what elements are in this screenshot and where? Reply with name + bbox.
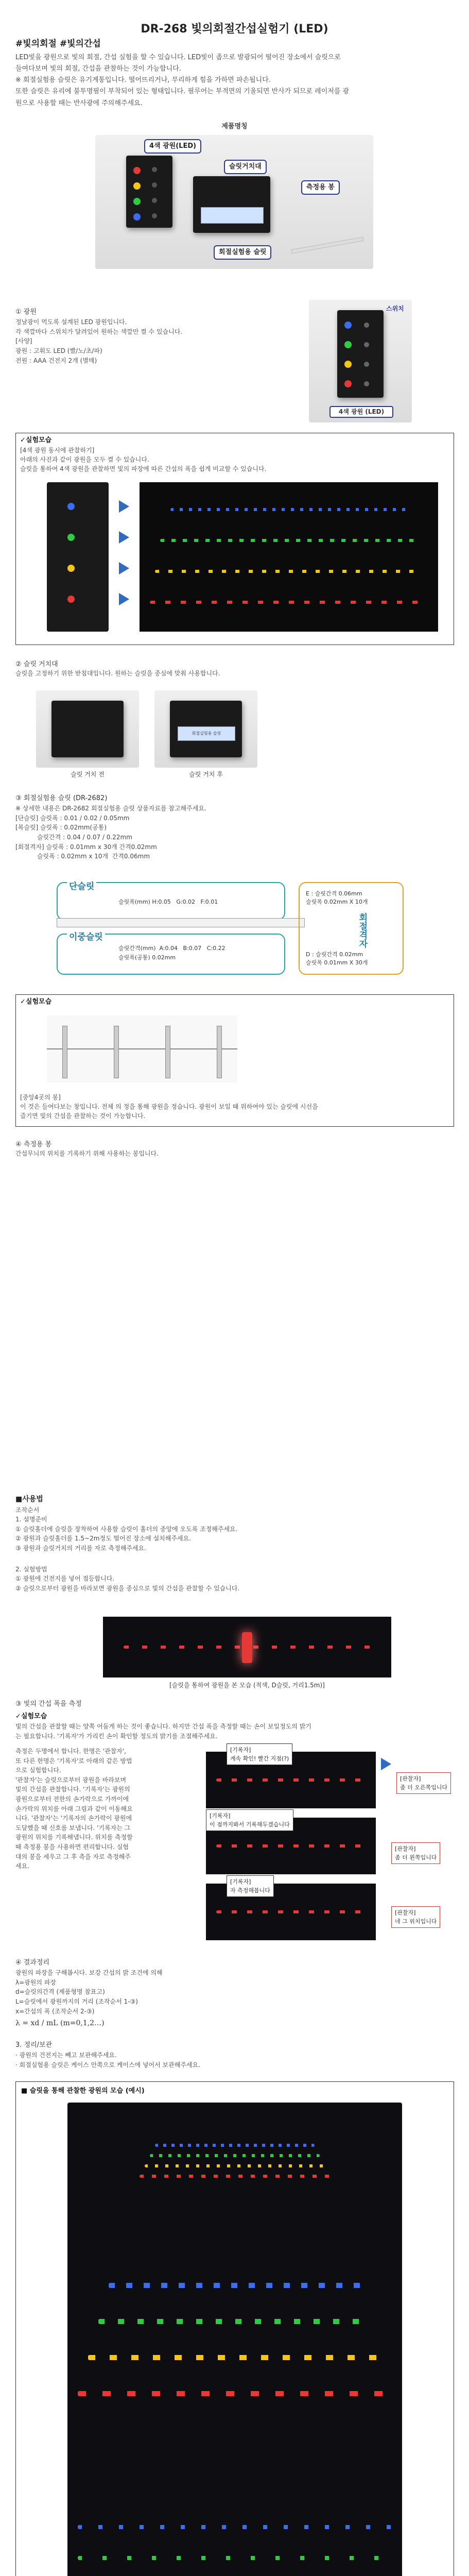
spectrum-photo [140,482,438,632]
led-device [337,310,384,398]
slit-plate [57,918,305,927]
measure-title: ✓실험모습 [15,1713,47,1720]
usage-title: ■사용법 [15,1495,43,1503]
switch-icon [152,167,157,172]
red-led-icon [133,167,141,174]
light-source-line: [사양] [15,337,32,345]
bubble-text: 이 점까지봐서 기록해두겠습니다 [210,1821,290,1828]
bubble-who: [기록자] [230,1747,251,1753]
usage-line: ③ 광원과 슬릿거치의 거리를 자로 측정해주세요. [15,1545,146,1552]
light-source-line: 광원 : 고휘도 LED (빨/노/초/파) [15,347,102,354]
observe-line: ② 슬릿으로부터 광원을 바라보면 광원을 중심으로 빛의 간섭을 관찰할 수 있습니다. [15,1584,240,1592]
experiment-line: 즐기면 빛의 간섭을 관찰하는 것이 가능합니다. [20,1112,146,1120]
blue-led-icon [133,213,141,221]
cleanup-line: · 회절실험용 슬릿은 케이스 안쪽으로 케이스에 넣어서 보관해주세요. [15,2061,200,2069]
experiment-title: ✓실험모습 [20,436,52,444]
measure-step: 니다. '관찰자'는 '기록자의 손가락이 광원에 [15,1815,132,1822]
speech-bubble [391,1842,440,1864]
bubble-who: [기록자] [230,1878,251,1885]
bubble-who: [관찰자] [395,1845,416,1852]
result-line: L=슬릿에서 광원까지의 거리 (조작순서 1-③) [15,1997,138,2005]
slit-diagram [57,882,417,980]
measure-step: 세요. [15,1862,29,1870]
measure-line: 빛의 간섭을 관찰할 때는 양쪽 어둠게 하는 것이 좋습니다. 하지만 간섭 폭을 측정할 때는 손이 보일정도의 밝기 [15,1723,311,1731]
slit-holder-heading: ② 슬릿 거치대 [15,660,58,668]
yellow-spectrum [155,570,423,573]
switch-label: 스위치 [386,305,404,312]
measure-step: 광원의 위치를 기록해냅니다. 위치를 측정할 [15,1834,133,1841]
bubble-text: 네 그 위치입니다 [395,1918,437,1925]
led-source-small [47,482,109,632]
red-spectrum [78,2391,392,2396]
bubble-who: [관찰자] [395,1909,416,1916]
device-label: 4색 광원 (LED) [329,406,393,418]
light-source-line: 정날광이 먹도록 설계된 LED 광원입니다. [15,318,127,326]
rod-desc: 간섭무늬의 위치를 기록하기 위해 사용하는 봉입니다. [15,1150,159,1157]
measure-step: 도달했을 때 신호를 보냅니다. '기록자는 그 [15,1824,131,1832]
bubble-text: 좀 더 오른쪽입니다 [400,1784,448,1791]
grating-e2: 슬릿폭 0.02mm X 10개 [306,899,368,905]
diffraction-line: 슬릿간격 : 0.04 / 0.07 / 0.22mm [15,833,132,841]
intro-line: 또한 슬릿은 유리에 불투명필이 부착되어 있는 형태입니다. 필루어는 부적면의 기울되면 반사가 되므로 레이저를 광 [15,88,350,96]
result-heading: ④ 결과정리 [15,1959,50,1967]
intro-line: LED빛을 광원으로 빛의 회절, 간섭 실험을 할 수 있습니다. LED빛이 좁으로 발광되어 떨어진 장소에서 슬릿으로 [15,54,341,61]
arrow-icon [119,593,129,605]
measuring-rod [291,237,363,254]
bubble-text: 좀 더 왼쪽입니다 [395,1854,437,1861]
rod [165,1026,170,1078]
measure-step: 또 다른 한명은 '기록자'로 아래의 같은 방법 [15,1757,132,1765]
blue-spectrum [170,508,407,511]
slit-holder-after-photo [154,690,257,768]
red-spectrum [150,601,428,604]
speech-bubble [206,1809,293,1831]
measure-step: 으로 실험합니다. [15,1767,61,1774]
diffraction-line: ※ 상세한 내용은 DR-2682 회절실험용 슬릿 상품자료를 참고해주세요. [15,805,206,812]
example-title: ■ 슬릿을 통해 관찰한 광원의 모습 (예시) [21,2087,145,2095]
red-spectrum [216,1844,366,1848]
after-caption: 슬릿 거치 후 [189,771,223,778]
rod [62,1026,67,1078]
rod-diagram [47,1015,237,1082]
slit-stand [51,701,124,757]
experiment-line: 슬릿을 통하여 4색 광원을 관찰하면 빛의 파장에 따른 간섭의 폭을 쉽게 비교할 수 있습니다. [20,465,267,472]
single-slit-row: 슬릿폭(mm) H:0.05 G:0.02 F:0.01 [118,899,218,905]
red-spectrum [140,2175,330,2178]
diffraction-line: 슬릿폭 : 0.02mm x 10개 간격0.06mm [15,853,150,860]
diffraction-line: [복슬릿] 슬릿폭 : 0.02mm(공통) [15,824,107,832]
experiment-box-1 [15,433,454,645]
yellow-led-icon [133,182,141,190]
callout-stand: 슬릿거치대 [224,160,267,174]
led-device [126,156,172,228]
measure-steps [15,1747,180,1871]
callout-rod: 측정용 봉 [301,180,340,195]
arrow-icon [119,562,129,574]
page-title: DR-268 빛의회절간섭실험기 (LED) [141,23,328,36]
experiment-line: [4색 광원 동시에 관찰하기] [20,447,95,454]
experiment-line: 이 것은 들여다보는 창입니다. 전체 의 정을 통해 광원을 정습니다. 광원이 보일 때 위하여야 있는 슬릿에 시선을 [20,1103,318,1110]
led-source-photo [309,300,412,422]
bubble-who: [기록자] [210,1812,231,1819]
diffraction-line: [회절격자] 슬릿폭 : 0.01mm x 30개 간격0.02mm [15,843,157,851]
bubble-text: 자 측정해봅니다 [230,1887,270,1894]
light-source-section [15,307,242,365]
usage-line: ① 슬릿홀더에 슬릿을 장착하여 사용할 슬릿이 홀더의 중앙에 오도록 조정해주세요. [15,1525,238,1533]
light-source-line: 각 색깔마다 스위치가 달려있어 원하는 색깔만 켤 수 있습니다. [15,328,183,335]
grating-d2: 슬릿폭 0.01mm X 30개 [306,959,368,966]
product-photo [95,135,373,269]
example-photo [67,2103,402,2576]
intro-line: 원으로 사용할 때는 반사광에 주의해주세요. [15,99,143,107]
switch-icon [152,213,157,218]
speech-bubble [396,1772,451,1794]
usage-line: 1. 설명준비 [15,1516,47,1523]
yellow-spectrum [88,2355,381,2360]
blue-spectrum [109,2283,361,2288]
green-led-icon [344,341,352,348]
experiment-box-2 [15,994,454,1127]
bubble-who: [관찰자] [400,1775,421,1782]
observe-line: ① 광원에 건전지를 넣어 점등합니다. [15,1575,115,1583]
experiment-line: 아래의 사진과 같이 광원을 모두 켤 수 있습니다. [20,456,149,463]
slit-card: 회절실험용 슬릿 [178,726,235,741]
intro-line: 들여다보며 빛의 회절, 간섭을 관찰하는 것이 가능합니다. [15,65,181,73]
measure-step: 빛의 간섭을 관찰합니다. '기록자'는 광원의 [15,1786,130,1793]
red-led-icon [344,380,352,387]
double-slit-row: 슬릿간격(mm) A:0.04 B:0.07 C:0.22 [118,945,225,952]
red-led-icon [67,596,75,603]
double-slit-row: 슬릿폭(공통) 0.02mm [118,954,176,961]
diffraction-slit-section [15,793,324,861]
double-slit-label: 이중슬릿 [67,930,105,944]
measure-box [15,1711,453,1741]
switch-icon [364,381,369,386]
arrow-icon [119,531,129,544]
result-line: λ=광원의 파장 [15,1978,56,1986]
bubble-text: 계속 확인! 빨간 지점(?) [230,1755,289,1762]
green-spectrum [160,539,418,542]
grating-e: E : 슬릿간격 0.06mm [306,890,362,897]
observe-title: 2. 실험방법 [15,1565,47,1573]
rod-line [47,1048,237,1049]
observation-photo [103,1617,391,1677]
rod-heading: ④ 측정용 봉 [15,1141,52,1148]
yellow-led-icon [67,565,75,572]
usage-line: 조작순서 [15,1506,40,1514]
cleanup-line: · 광원의 건전지는 빼고 보관해주세요. [15,2052,117,2059]
light-source-heading: ① 광원 [15,308,37,316]
green-led-icon [67,534,75,541]
hashtags: #빛의회절 #빛의간섭 [15,39,101,49]
blue-spectrum [78,2525,392,2529]
slit-stand [193,176,270,233]
result-section [15,1958,453,2029]
diffraction-heading: ③ 회절실험용 슬릿 (DR-2682) [15,794,108,802]
light-source-glow [242,1632,252,1663]
switch-icon [152,198,157,203]
switch-icon [364,342,369,347]
measure-step: 대의 봉을 세우고 그 후 측을 자로 측정해주 [15,1853,131,1860]
switch-icon [364,323,369,328]
speech-bubble [227,1743,292,1765]
result-line: 광원의 파장을 구해봅시다. 보강 간섭의 밝 조건에 의해 [15,1969,163,1977]
result-line: x=간섭의 폭 (조작순서 2-③) [15,2007,95,2015]
blue-led-icon [344,321,352,329]
slit-holder-before-photo [36,690,139,768]
yellow-led-icon [344,361,352,368]
blue-led-icon [67,503,75,510]
intro-text [15,53,453,110]
green-spectrum [98,2319,371,2324]
rod [217,1026,222,1078]
cleanup-heading: 3. 정리/보관 [15,2041,53,2049]
slit-card [201,207,264,224]
callout-slit: 회절실험용 슬릿 [214,245,271,260]
rod-label: [중앙4곳의 봉] [20,1094,61,1101]
product-label: 제품명칭 [221,123,248,130]
diffraction-line: [단슬릿] 슬릿폭 : 0.01 / 0.02 / 0.05mm [15,814,130,822]
usage-line: ② 광원과 슬릿홀더를 1.5~2m정도 떨어진 장소에 설치해주세요. [15,1535,191,1543]
example-box [15,2081,454,2576]
arrow-icon [381,1758,391,1770]
yellow-spectrum [145,2164,325,2167]
grating-d: D : 슬릿간격 0.02mm [306,951,363,958]
measure-step: 측정은 두명에서 합니다. 한명은 '관찰자', [15,1748,126,1755]
usage-section [15,1494,453,1593]
cleanup-section [15,2040,453,2070]
red-spectrum [216,1910,366,1913]
blue-spectrum [155,2144,315,2147]
result-line: d=슬릿의간격 (제품형명 참표고) [15,1988,105,1996]
measure-step: 광원으로부터 전한의 손가락으로 가까이에 [15,1795,129,1803]
rod [114,1026,119,1078]
before-caption: 슬릿 거치 전 [71,771,105,778]
measure-step: '관찰자'는 슬릿으로부터 광원을 바라보며 [15,1776,127,1784]
measure-heading: ③ 빛의 간섭 폭을 측정 [15,1700,82,1708]
slit-holder-desc: 슬릿을 고정하기 위한 받침대입니다. 원하는 슬릿을 중심에 맞춰 사용합니다. [15,670,220,677]
measure-line: 는 필요합니다. '기록자'가 가리킨 손이 확인할 정도의 밝기를 조절해주세요. [15,1732,218,1740]
experiment-title: ✓실험모습 [20,998,52,1006]
speech-bubble [391,1906,440,1928]
grating-label: 회절격자 [357,913,368,948]
red-spectrum [216,1778,366,1782]
switch-icon [364,362,369,367]
light-source-line: 전원 : AAA 건전지 2개 (별매) [15,357,97,364]
callout-led: 4색 광원(LED) [144,139,201,154]
green-led-icon [133,198,141,205]
switch-icon [152,182,157,188]
arrow-icon [119,500,129,513]
single-slit-label: 단슬릿 [67,880,96,893]
measure-step: 때 측정용 봉을 사용하면 편리합니다. 실험 [15,1843,129,1851]
green-spectrum [150,2154,320,2157]
speech-bubble [227,1875,274,1897]
intro-line: ※ 회절실험용 슬릿은 유기계통입니다. 떨어뜨리거나, 무리하게 힘을 가하면 파손됩니다. [15,76,271,84]
measure-step: 손가락의 위치를 아래 그림과 같이 이동해요 [15,1805,133,1812]
green-spectrum [78,2556,392,2560]
observation-caption: [슬릿을 통하여 광원을 본 모습 (적색, D슬릿, 거리1.5m)] [169,1682,325,1689]
formula: λ = xd / mL (m=0,1,2…) [15,2019,105,2028]
